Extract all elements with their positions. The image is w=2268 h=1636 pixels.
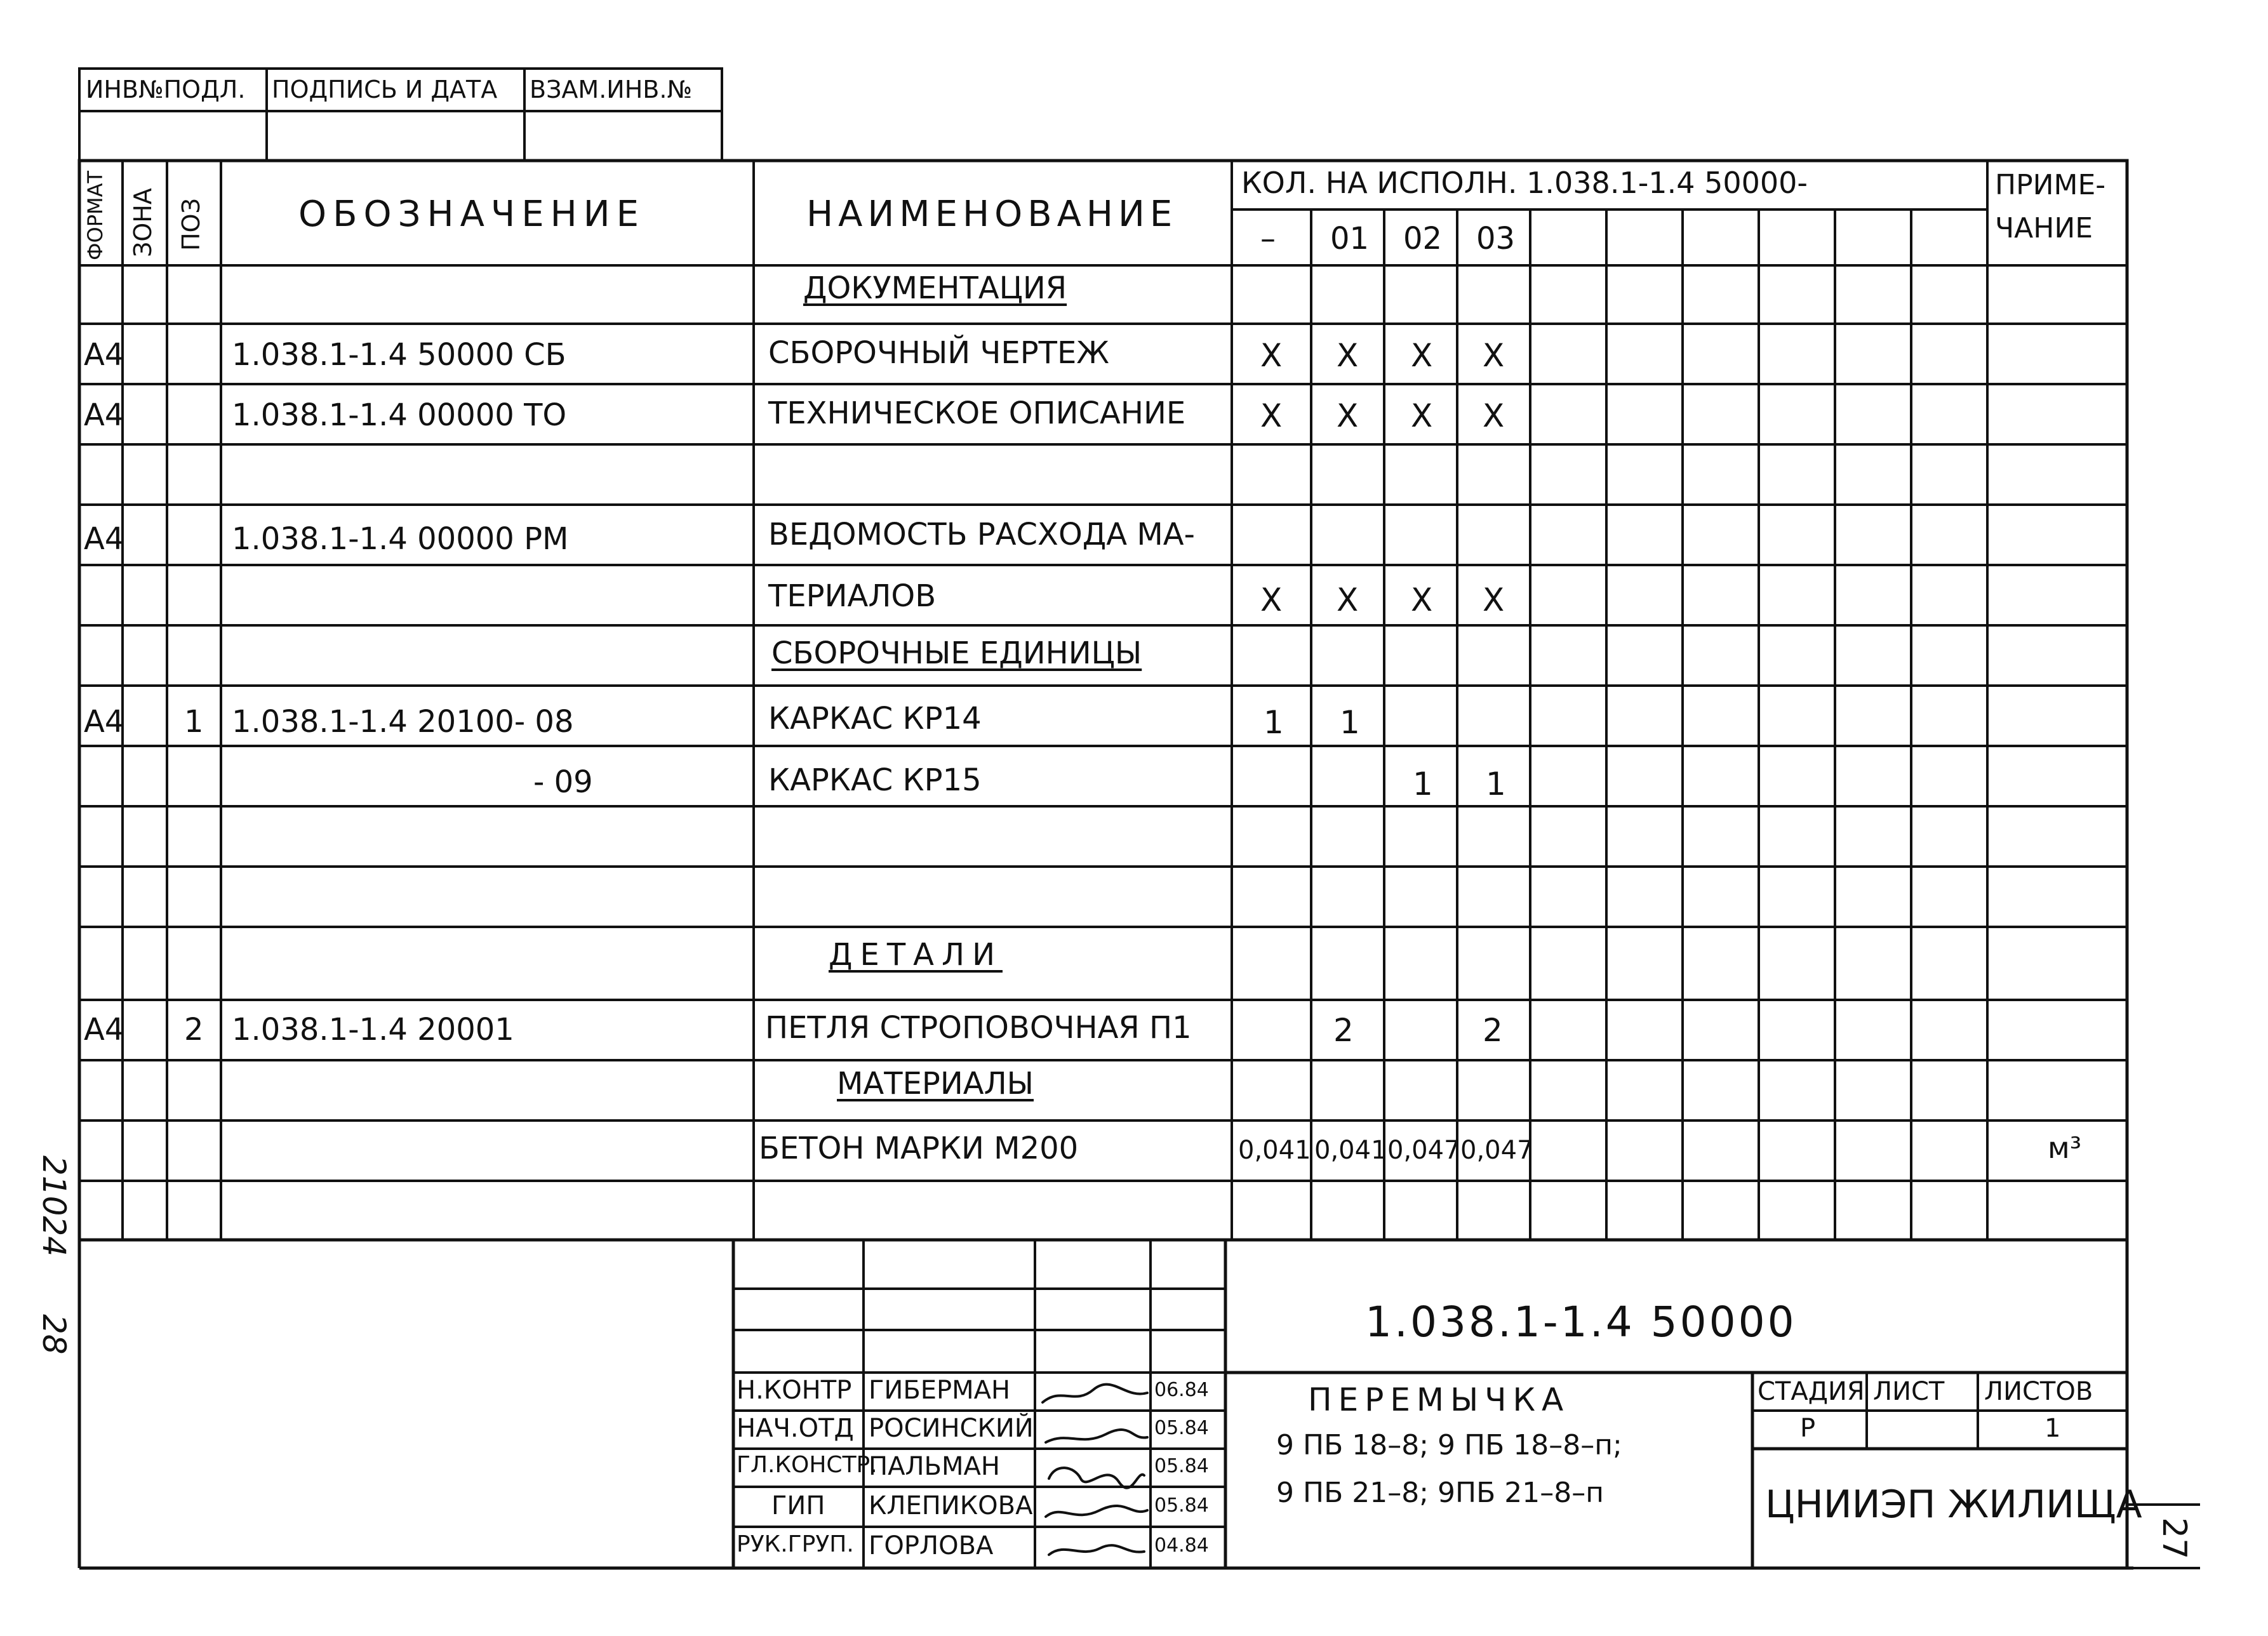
organization-name: ЦНИИЭП ЖИЛИЩА <box>1765 1482 2142 1527</box>
row1-q3: X <box>1483 337 1505 374</box>
row1-format: А4 <box>84 337 124 373</box>
product-marks-1: 9 ПБ 18–8; 9 ПБ 18–8–п; <box>1276 1429 1622 1461</box>
row3-name: ВЕДОМОСТЬ РАСХОДА МА- <box>768 517 1195 552</box>
signer3-role: ГЛ.КОНСТР. <box>737 1452 877 1478</box>
product-marks-2: 9 ПБ 21–8; 9ПБ 21–8–п <box>1276 1477 1604 1509</box>
sheets-value: 1 <box>2045 1414 2061 1443</box>
section-assembly-units: СБОРОЧНЫЕ ЕДИНИЦЫ <box>771 635 1142 671</box>
row1-q2: X <box>1411 337 1433 374</box>
stage-label: СТАДИЯ <box>1758 1377 1865 1406</box>
row7-poz: 2 <box>184 1012 204 1047</box>
row2-q3: X <box>1483 397 1505 434</box>
row4-q1: X <box>1337 582 1359 618</box>
row5-q1: 1 <box>1340 704 1360 741</box>
row1-name: СБОРОЧНЫЙ ЧЕРТЕЖ <box>768 335 1109 371</box>
row8-q3: 0,047 <box>1460 1136 1533 1165</box>
signer1-date: 06.84 <box>1154 1379 1209 1401</box>
row5-designation: 1.038.1-1.4 20100- 08 <box>232 704 574 740</box>
header-name: НАИМЕНОВАНИЕ <box>806 194 1178 235</box>
row5-q0: 1 <box>1264 704 1284 741</box>
sheets-label: ЛИСТОВ <box>1984 1377 2093 1406</box>
row2-designation: 1.038.1-1.4 00000 ТО <box>232 397 567 433</box>
row5-format: А4 <box>84 704 124 740</box>
signer4-name: КЛЕПИКОВА <box>869 1491 1033 1520</box>
stage-value: Р <box>1800 1414 1816 1443</box>
row8-q2: 0,047 <box>1387 1136 1460 1165</box>
row1-q1: X <box>1337 337 1359 374</box>
row6-q2: 1 <box>1413 766 1433 802</box>
row1-designation: 1.038.1-1.4 50000 СБ <box>232 337 566 373</box>
stamp-inv-podl: ИНВ№ПОДЛ. <box>86 76 246 103</box>
signer5-role: РУК.ГРУП. <box>737 1531 854 1557</box>
row1-q0: X <box>1260 337 1283 374</box>
doc-code: 1.038.1-1.4 50000 <box>1365 1298 1797 1347</box>
header-note-2: ЧАНИЕ <box>1995 212 2093 244</box>
row8-note: м³ <box>2048 1131 2082 1165</box>
section-documentation: ДОКУМЕНТАЦИЯ <box>803 270 1067 306</box>
signature-scribbles <box>1036 1374 1151 1564</box>
side-number-1: 21024 <box>36 1155 72 1257</box>
stamp-vzam-inv: ВЗАМ.ИНВ.№ <box>530 76 692 103</box>
side-number-2: 28 <box>36 1314 72 1355</box>
row8-name: БЕТОН МАРКИ М200 <box>759 1131 1079 1166</box>
signer2-name: РОСИНСКИЙ <box>869 1414 1034 1443</box>
variant-3: 03 <box>1476 221 1516 256</box>
row7-q1: 2 <box>1333 1012 1354 1049</box>
sheet-label: ЛИСТ <box>1873 1377 1945 1406</box>
row7-designation: 1.038.1-1.4 20001 <box>232 1012 514 1047</box>
product-name: ПЕРЕМЫЧКА <box>1308 1381 1570 1418</box>
row2-name: ТЕХНИЧЕСКОЕ ОПИСАНИЕ <box>768 396 1186 431</box>
row3-designation: 1.038.1-1.4 00000 РМ <box>232 521 569 557</box>
header-format: ФОРМАТ <box>83 170 107 260</box>
header-poz: ПОЗ <box>177 198 205 251</box>
signer4-role: ГИП <box>771 1491 825 1520</box>
row8-q1: 0,041 <box>1314 1136 1387 1165</box>
row4-q0: X <box>1260 582 1283 618</box>
row8-q0: 0,041 <box>1238 1136 1311 1165</box>
section-materials: МАТЕРИАЛЫ <box>837 1066 1034 1101</box>
row2-q0: X <box>1260 397 1283 434</box>
row7-q3: 2 <box>1483 1012 1503 1049</box>
signer5-name: ГОРЛОВА <box>869 1531 994 1560</box>
row3-format: А4 <box>84 521 124 557</box>
signer1-role: Н.КОНТР <box>737 1376 852 1405</box>
row6-designation: - 09 <box>533 764 593 800</box>
signer1-name: ГИБЕРМАН <box>869 1376 1011 1405</box>
signer2-date: 05.84 <box>1154 1417 1209 1439</box>
row2-q1: X <box>1337 397 1359 434</box>
signer3-name: ПАЛЬМАН <box>869 1452 1000 1481</box>
row7-format: А4 <box>84 1012 124 1047</box>
header-qty-title: КОЛ. НА ИСПОЛН. 1.038.1-1.4 50000- <box>1241 166 1808 200</box>
header-designation: ОБОЗНАЧЕНИЕ <box>298 194 646 235</box>
signer3-date: 05.84 <box>1154 1455 1209 1477</box>
row5-poz: 1 <box>184 704 204 740</box>
variant-0: – <box>1260 221 1276 256</box>
row4-name: ТЕРИАЛОВ <box>768 578 937 614</box>
signer4-date: 05.84 <box>1154 1494 1209 1517</box>
row2-format: А4 <box>84 397 124 433</box>
row4-q2: X <box>1411 582 1433 618</box>
signer2-role: НАЧ.ОТД <box>737 1414 854 1443</box>
row7-name: ПЕТЛЯ СТРОПОВОЧНАЯ П1 <box>765 1010 1192 1046</box>
page-number: 27 <box>2155 1517 2193 1560</box>
row4-q3: X <box>1483 582 1505 618</box>
row6-q3: 1 <box>1486 766 1506 802</box>
header-zona: ЗОНА <box>129 188 157 257</box>
row5-name: КАРКАС КР14 <box>768 701 982 736</box>
variant-1: 01 <box>1330 221 1370 256</box>
variant-2: 02 <box>1403 221 1443 256</box>
header-note-1: ПРИМЕ- <box>1995 169 2106 201</box>
section-details: ДЕТАЛИ <box>829 937 1003 973</box>
stamp-podpis-data: ПОДПИСЬ И ДАТА <box>272 76 498 103</box>
row2-q2: X <box>1411 397 1433 434</box>
row6-name: КАРКАС КР15 <box>768 762 982 798</box>
signer5-date: 04.84 <box>1154 1534 1209 1557</box>
